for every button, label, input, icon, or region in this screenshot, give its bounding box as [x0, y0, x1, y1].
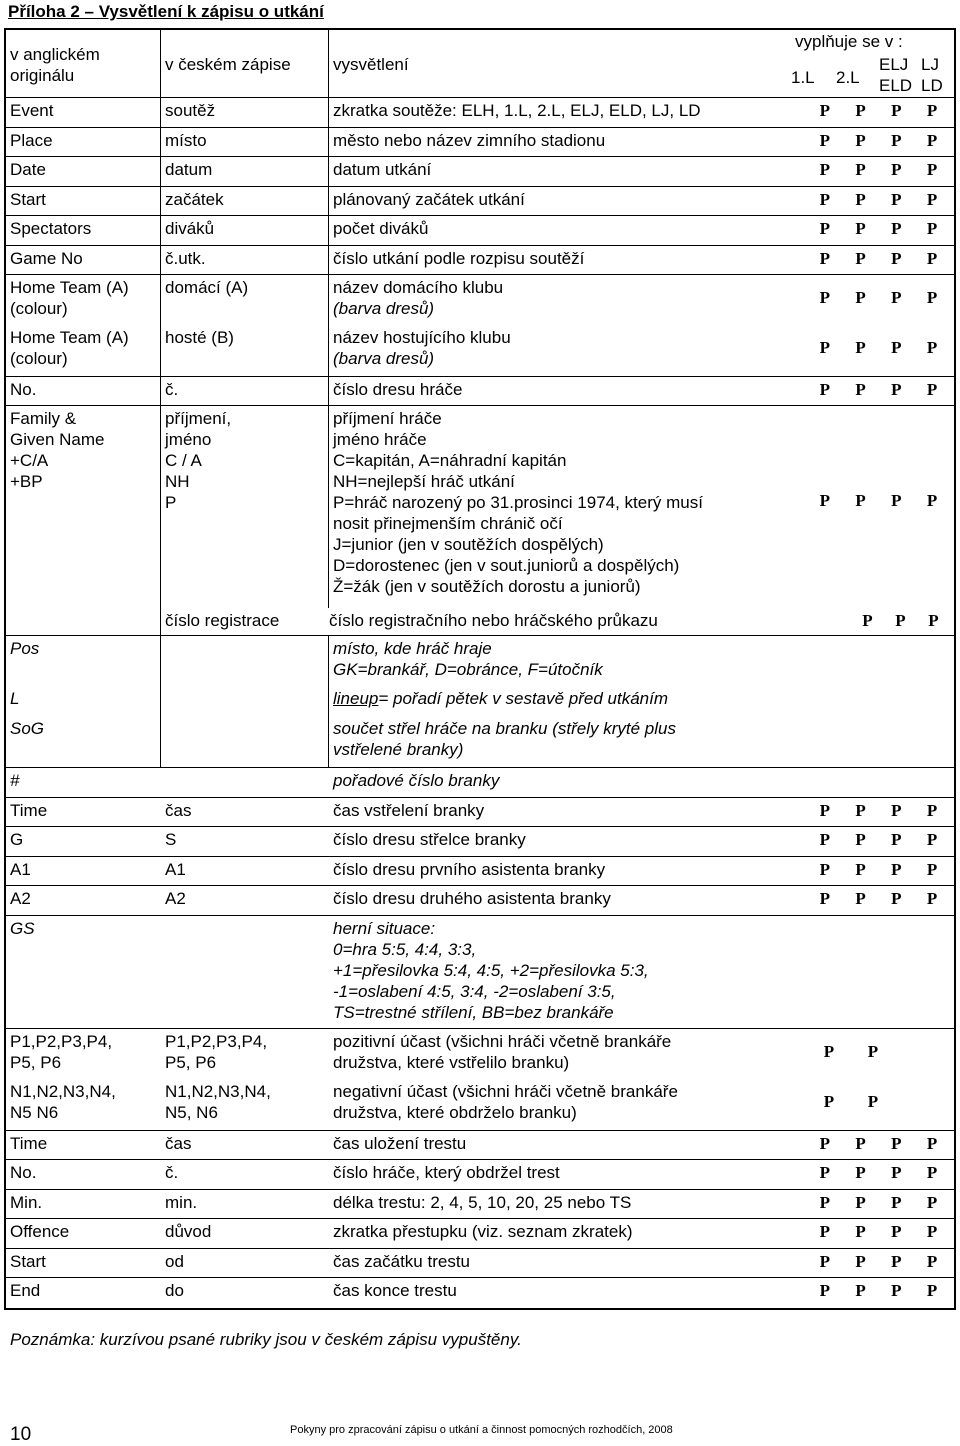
p-marks: P P P P — [819, 1222, 938, 1241]
row-offence: Offence důvod zkratka přestupku (viz. seznam zkratek) P P P P — [6, 1219, 954, 1249]
row-penalty-time: Time čas čas uložení trestu P P P P — [6, 1131, 954, 1160]
row-pos: Pos místo, kde hráč hraje GK=brankář, D=obránce, F=útočník — [6, 636, 954, 686]
row-penalty-start: Start od čas začátku trestu P P P P — [6, 1249, 954, 1278]
header-col-original: v anglickém originálu — [6, 30, 161, 97]
page-title: Příloha 2 – Vysvětlení k zápisu o utkání — [8, 2, 324, 21]
page-footer: Pokyny pro zpracování zápisu o utkání a činnost pomocných rozhodčích, 2008 — [290, 1424, 673, 1436]
footnote: Poznámka: kurzívou psané rubriky jsou v českém zápisu vypuštěny. — [10, 1330, 522, 1349]
p-marks: P P P P — [819, 190, 938, 209]
p-marks: P P P P — [819, 160, 938, 179]
p-marks: P P — [823, 1042, 879, 1061]
p-marks: P P P P — [819, 249, 938, 268]
row-penalty-end: End do čas konce trestu P P P P — [6, 1278, 954, 1308]
row-place: Place místo město nebo název zimního stadionu P P P P — [6, 128, 954, 157]
row-goal-time: Time čas čas vstřelení branky P P P P — [6, 798, 954, 827]
header-col-explanation: vysvětlení — [333, 55, 409, 74]
p-marks: P P P P — [819, 338, 938, 357]
explanation-table — [4, 28, 956, 1310]
row-minus: N1,N2,N3,N4, N5 N6 N1,N2,N3,N4, N5, N6 negativní účast (všichni hráči včetně brankáře družstva, které obdrželo branku) P P — [6, 1079, 954, 1131]
header-col-czech: v českém zápise — [161, 30, 329, 97]
p-marks: P P P P — [819, 1163, 938, 1182]
row-event: Event soutěž zkratka soutěže: ELH, 1.L, 2.L, ELJ, ELD, LJ, LD P P P P — [6, 98, 954, 128]
row-assist-1: A1 A1 číslo dresu prvního asistenta branky P P P P — [6, 857, 954, 886]
page-number: 10 — [10, 1424, 32, 1445]
row-game-no: Game No č.utk. číslo utkání podle rozpisu soutěží P P P P — [6, 246, 954, 275]
row-no: No. č. číslo dresu hráče P P P P — [6, 377, 954, 406]
row-penalty-min: Min. min. délka trestu: 2, 4, 5, 10, 20, 25 nebo TS P P P P — [6, 1190, 954, 1219]
level-lj-ld: LJ LD — [921, 55, 943, 95]
row-spectators: Spectators diváků počet diváků P P P P — [6, 216, 954, 246]
p-marks: P P P P — [819, 1134, 938, 1153]
fill-label: vyplňuje se v : — [795, 32, 903, 51]
row-date: Date datum datum utkání P P P P — [6, 157, 954, 187]
row-goal-number: # pořadové číslo branky — [6, 768, 954, 798]
row-penalty-no: No. č. číslo hráče, který obdržel trest P P P P — [6, 1160, 954, 1190]
p-marks: P P P P — [819, 1281, 938, 1300]
level-elj-eld: ELJ ELD — [879, 55, 913, 95]
row-away-team: Home Team (A) (colour) hosté (B) název hostujícího klubu (barva dresů) P P P P — [6, 325, 954, 377]
row-sog: SoG součet střel hráče na branku (střely kryté plus vstřelené branky) — [6, 716, 954, 768]
p-marks: P P — [823, 1092, 879, 1111]
row-start: Start začátek plánovaný začátek utkání P P P P — [6, 187, 954, 216]
row-game-situation: GS herní situace: 0=hra 5:5, 4:4, 3:3, +1=přesilovka 5:4, 4:5, +2=přesilovka 5:3, -1=oslabení 4:5, 3:4, -2=oslabení 3:5, TS=trestné střílení, BB=bez brankáře — [6, 916, 954, 1029]
p-marks: P P P P — [819, 131, 938, 150]
row-assist-2: A2 A2 číslo dresu druhého asistenta branky P P P P — [6, 886, 954, 916]
row-lineup: L lineup= pořadí pětek v sestavě před utkáním — [6, 686, 954, 716]
p-marks: P P P P — [819, 288, 938, 307]
row-scorer: G S číslo dresu střelce branky P P P P — [6, 827, 954, 857]
p-marks: P P P P — [819, 889, 938, 908]
p-marks: P P P P — [819, 860, 938, 879]
header-fill-levels — [741, 30, 954, 97]
p-marks: P P P P — [819, 491, 938, 510]
row-plus: P1,P2,P3,P4, P5, P6 P1,P2,P3,P4, P5, P6 pozitivní účast (všichni hráči včetně brankáře družstva, které vstřelilo branku) P P — [6, 1029, 954, 1079]
p-marks: P P P P — [819, 801, 938, 820]
row-home-team: Home Team (A) (colour) domácí (A) název domácího klubu (barva dresů) P P P P — [6, 275, 954, 325]
p-marks: P P P P — [819, 101, 938, 120]
p-marks: P P P P — [819, 219, 938, 238]
p-marks: P P P P — [819, 1252, 938, 1271]
level-2L: 2.L — [836, 68, 860, 87]
p-marks: P P P — [862, 611, 939, 630]
p-marks: P P P P — [819, 830, 938, 849]
row-family-name: Family & Given Name +C/A +BP příjmení, jméno C / A NH P příjmení hráče jméno hráče C=kapitán, A=náhradní kapitán NH=nejlepší hráč utkání P=hráč narozený po 31.prosinci 1974, který musí nosit přinejmenším chránič očí J=junior (jen v soutěžích dospělých) D=dorostenec (jen v sout.juniorů a dospělých) Ž=žák (jen v soutěžích dorostu a juniorů) P P P P — [6, 406, 954, 608]
row-registration: číslo registrace číslo registračního nebo hráčského průkazu P P P — [6, 608, 954, 636]
p-marks: P P P P — [819, 380, 938, 399]
table-header — [6, 30, 954, 98]
level-1L: 1.L — [791, 68, 815, 87]
p-marks: P P P P — [819, 1193, 938, 1212]
